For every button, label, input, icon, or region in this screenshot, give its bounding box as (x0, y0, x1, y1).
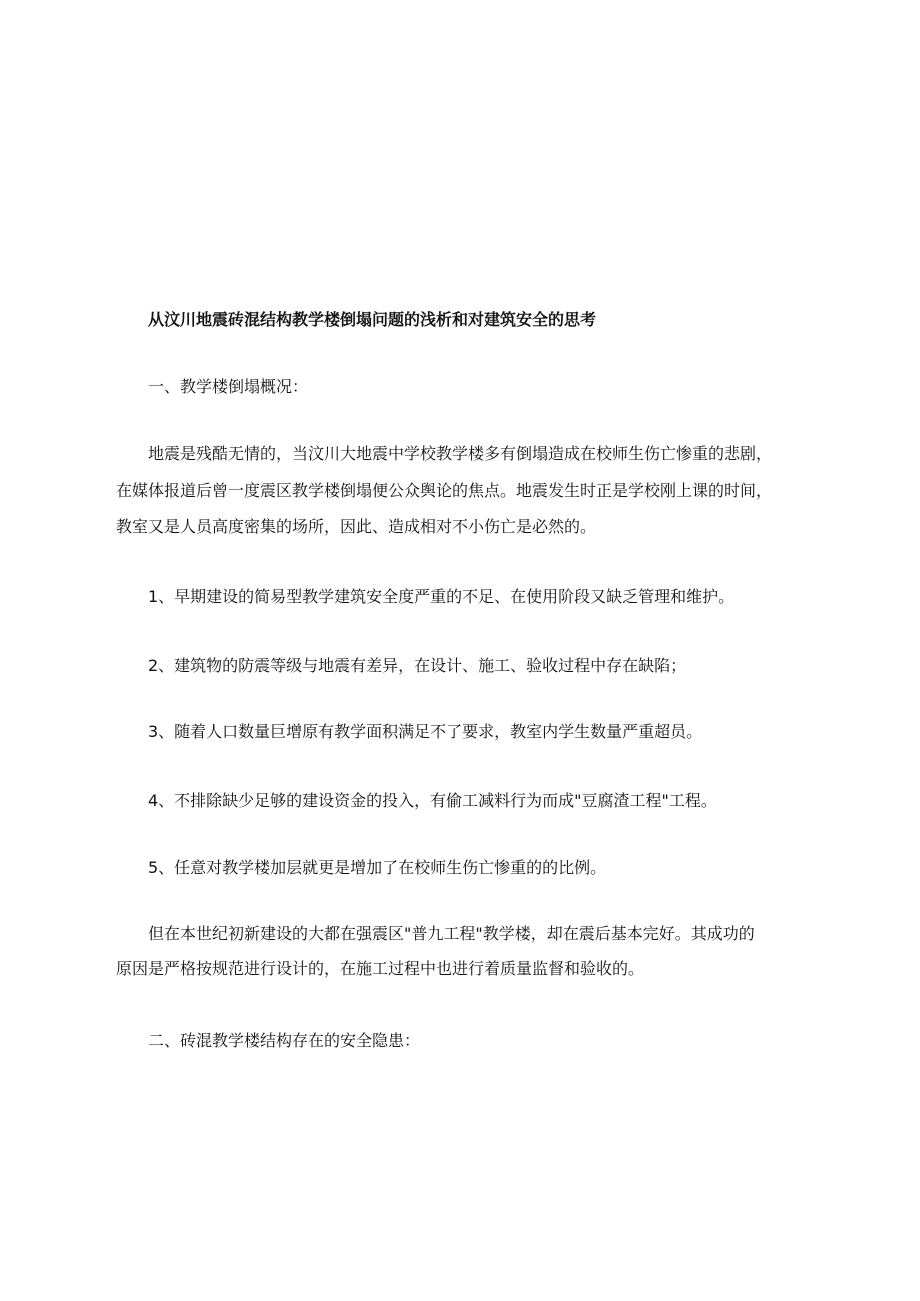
section-1-heading: 一、教学楼倒塌概况： (148, 377, 309, 396)
section-2-heading: 二、砖混教学楼结构存在的安全隐患： (148, 1031, 421, 1050)
list-item-4: 4、不排除缺少足够的建设资金的投入，有偷工减料行为而成"豆腐渣工程"工程。 (148, 791, 717, 810)
list-item-2: 2、建筑物的防震等级与地震有差异，在设计、施工、验收过程中存在缺陷； (148, 656, 687, 675)
list-item-1: 1、早期建设的简易型教学建筑安全度严重的不足、在使用阶段又缺乏管理和维护。 (148, 587, 735, 606)
intro-paragraph-line-1: 地震是残酷无情的，当汶川大地震中学校教学楼多有倒塌造成在校师生伤亡惨重的悲剧， (148, 444, 773, 463)
closing-paragraph-line-1: 但在本世纪初新建设的大都在强震区"普九工程"教学楼，却在震后基本完好。其成功的 (148, 924, 755, 943)
document-title: 从汶川地震砖混结构教学楼倒塌问题的浅析和对建筑安全的思考 (148, 310, 597, 329)
list-item-3: 3、随着人口数量巨增原有教学面积满足不了要求，教室内学生数量严重超员。 (148, 722, 703, 741)
intro-paragraph-line-3: 教室又是人员高度密集的场所，因此、造成相对不小伤亡是必然的。 (116, 517, 597, 536)
list-item-5: 5、任意对教学楼加层就更是增加了在校师生伤亡惨重的的比例。 (148, 858, 607, 877)
closing-paragraph-line-2: 原因是严格按规范进行设计的，在施工过程中也进行着质量监督和验收的。 (116, 959, 645, 978)
intro-paragraph-line-2: 在媒体报道后曾一度震区教学楼倒塌便公众舆论的焦点。地震发生时正是学校刚上课的时间， (116, 481, 773, 500)
